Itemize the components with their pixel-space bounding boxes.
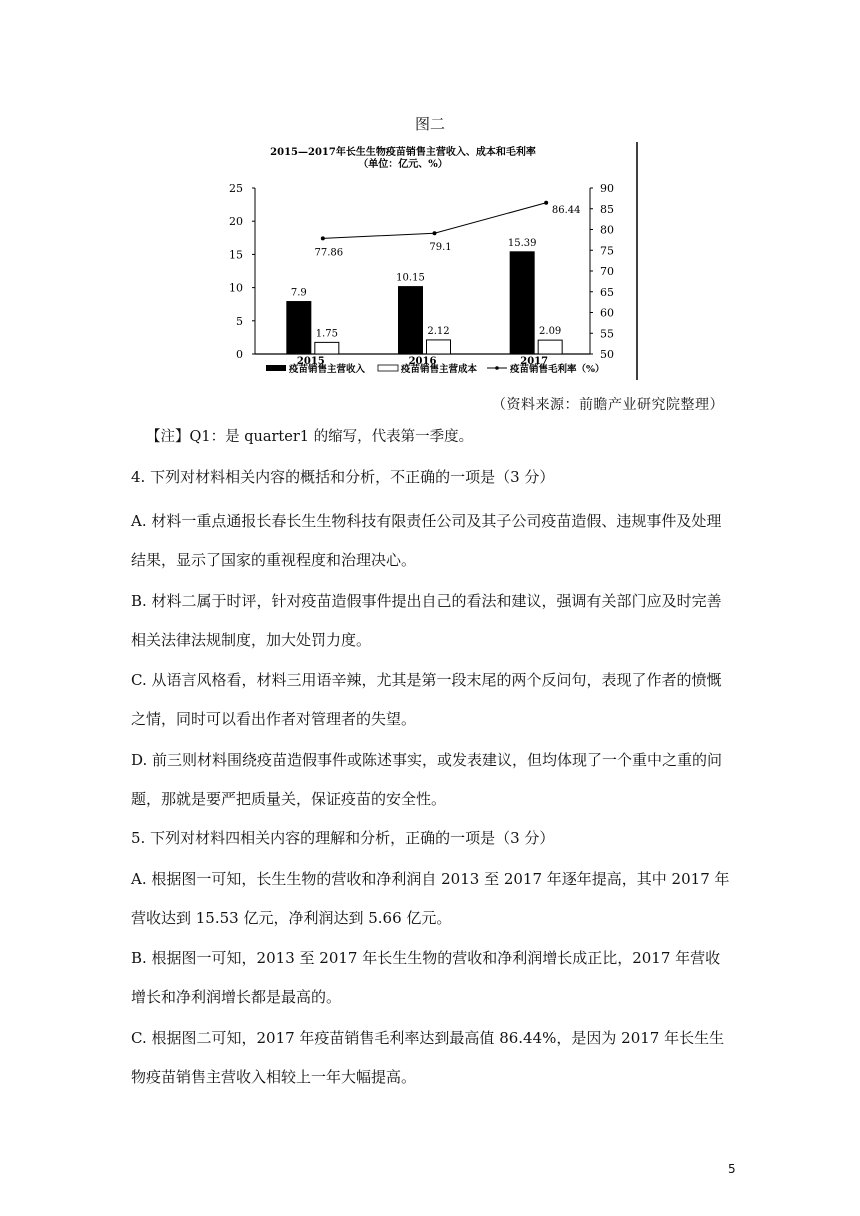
legend-marker-margin xyxy=(495,366,499,370)
bar-revenue-label: 15.39 xyxy=(507,237,537,249)
margin-label: 77.86 xyxy=(314,247,344,259)
bar-revenue xyxy=(510,252,534,354)
legend-label-cost: 疫苗销售主营成本 xyxy=(401,364,478,375)
question-4-option-d: D. 前三则材料围绕疫苗造假事件或陈述事实，或发表建议，但均体现了一个重中之重的问题，那就是要严把质量关，保证疫苗的安全性。 xyxy=(131,751,723,808)
bar-cost-label: 2.09 xyxy=(539,326,562,338)
left-tick-label: 5 xyxy=(236,314,243,328)
bar-revenue xyxy=(287,302,311,354)
bar-cost-label: 1.75 xyxy=(315,328,338,340)
right-tick-label: 80 xyxy=(600,223,614,237)
question-5-stem: 5. 下列对材料四相关内容的理解和分析，正确的一项是（3 分） xyxy=(131,829,555,847)
margin-label: 86.44 xyxy=(551,204,581,216)
right-tick-label: 65 xyxy=(600,285,614,299)
note: 【注】Q1：是 quarter1 的缩写，代表第一季度。 xyxy=(146,429,474,445)
margin-point xyxy=(544,201,548,205)
legend-label-revenue: 疫苗销售主营收入 xyxy=(289,364,366,375)
bar-revenue-label: 7.9 xyxy=(290,287,307,299)
chart-subtitle: （单位：亿元、%） xyxy=(358,159,448,170)
x-tick-label: 2016 xyxy=(408,356,437,367)
chart xyxy=(225,138,645,388)
right-tick-label: 55 xyxy=(600,327,614,341)
bar-revenue-label: 10.15 xyxy=(396,272,425,284)
legend-swatch-revenue xyxy=(266,365,286,371)
left-tick-label: 15 xyxy=(229,248,243,262)
x-tick-label: 2015 xyxy=(296,356,325,367)
right-tick-label: 75 xyxy=(600,244,614,258)
source-note: （资料来源：前瞻产业研究院整理） xyxy=(492,397,724,413)
bar-cost xyxy=(315,342,339,354)
left-tick-label: 25 xyxy=(229,182,243,195)
legend-label-margin: 疫苗销售毛利率（%） xyxy=(510,364,605,375)
bar-cost xyxy=(538,340,562,354)
question-4-option-a: A. 材料一重点通报长春长生生物科技有限责任公司及其子公司疫苗造假、违规事件及处理结果，显示了国家的重视程度和治理决心。 xyxy=(131,512,722,569)
chart-title: 2015—2017年长生生物疫苗销售主营收入、成本和毛利率 xyxy=(270,147,536,158)
right-tick-label: 90 xyxy=(600,182,614,195)
figure-label: 图二 xyxy=(414,115,445,133)
right-tick-label: 60 xyxy=(600,306,614,320)
bar-cost-label: 2.12 xyxy=(427,325,450,337)
margin-label: 79.1 xyxy=(429,242,452,254)
page-number: 5 xyxy=(728,1162,736,1176)
right-tick-label: 85 xyxy=(600,202,614,216)
left-tick-label: 10 xyxy=(229,281,243,295)
question-5-option-c: C. 根据图二可知，2017 年疫苗销售毛利率达到最高值 86.44%，是因为 2017 年长生生物疫苗销售主营收入相较上一年大幅提高。 xyxy=(131,1029,725,1086)
bar-cost xyxy=(427,340,451,354)
x-tick-label: 2017 xyxy=(520,356,549,367)
left-tick-label: 0 xyxy=(236,348,243,361)
question-4-option-c: C. 从语言风格看，材料三用语辛辣，尤其是第一段末尾的两个反问句，表现了作者的愤慨之情，同时可以看出作者对管理者的失望。 xyxy=(131,671,722,728)
right-tick-label: 70 xyxy=(600,265,614,278)
question-4-option-b: B. 材料二属于时评，针对疫苗造假事件提出自己的看法和建议，强调有关部门应及时完善相关法律法规制度，加大处罚力度。 xyxy=(131,592,722,649)
bar-revenue xyxy=(399,287,423,354)
question-5-option-b: B. 根据图一可知，2013 至 2017 年长生生物的营收和净利润增长成正比，2017 年营收增长和净利润增长都是最高的。 xyxy=(131,949,721,1006)
question-4-stem: 4. 下列对材料相关内容的概括和分析，不正确的一项是（3 分） xyxy=(131,468,555,486)
legend-swatch-cost xyxy=(378,365,398,371)
right-tick-label: 50 xyxy=(600,348,614,361)
margin-point xyxy=(321,236,325,240)
margin-point xyxy=(433,231,437,235)
left-tick-label: 20 xyxy=(229,215,243,229)
question-5-option-a: A. 根据图一可知，长生生物的营收和净利润自 2013 至 2017 年逐年提高，其中 2017 年营收达到 15.53 亿元，净利润达到 5.66 亿元。 xyxy=(131,870,730,927)
